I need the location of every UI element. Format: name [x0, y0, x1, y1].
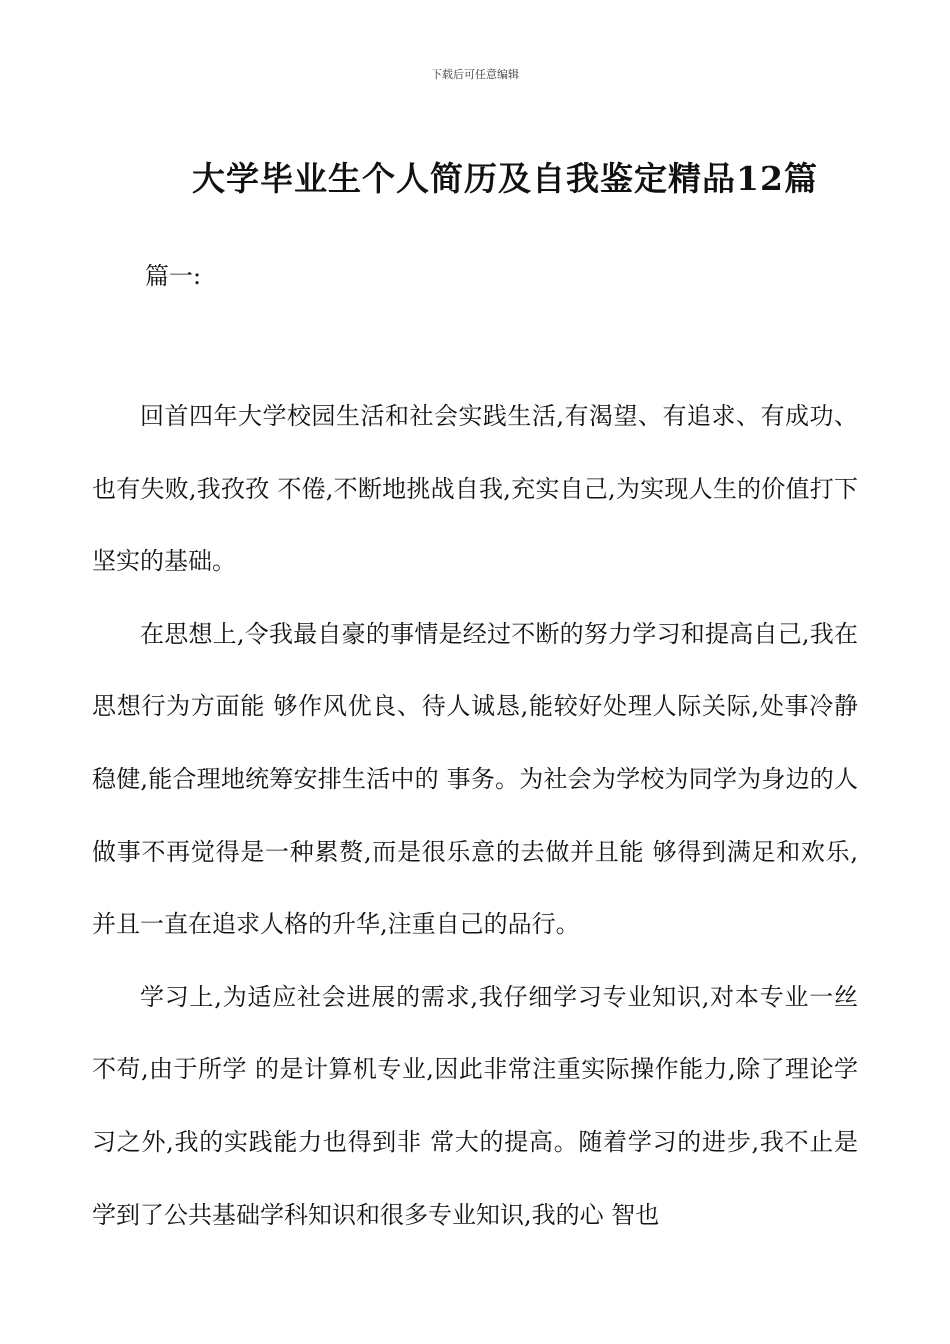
header-note: 下载后可任意编辑 [431, 68, 519, 81]
document-title: 大学毕业生个人简历及自我鉴定精品12篇 [192, 159, 818, 198]
paragraph-3: 学习上,为适应社会进展的需求,我仔细学习专业知识,对本专业一丝不苟,由于所学 的是计算机专业,因此非常注重实际操作能力,除了理论学习之外,我的实践能力也得到非 常大的提高。随着学习的进步,我不止是学到了公共基础学科知识和很多专业知识,我的心 智也 [92, 982, 858, 1229]
paragraph-1: 回首四年大学校园生活和社会实践生活,有渴望、有追求、有成功、也有失败,我孜孜 不倦,不断地挑战自我,充实自己,为实现人生的价值打下坚实的基础。 [92, 402, 858, 576]
paragraph-2: 在思想上,令我最自豪的事情是经过不断的努力学习和提高自己,我在思想行为方面能 够作风优良、待人诚恳,能较好处理人际关际,处事冷静稳健,能合理地统筹安排生活中的 事务。为社会为学校为同学为身边的人做事不再觉得是一种累赘,而是很乐意的去做并且能 够得到满足和欢乐,并且一直在追求人格的升华,注重自己的品行。 [92, 619, 858, 939]
body-text [92, 380, 858, 1251]
section-label: 篇一: [145, 262, 202, 290]
